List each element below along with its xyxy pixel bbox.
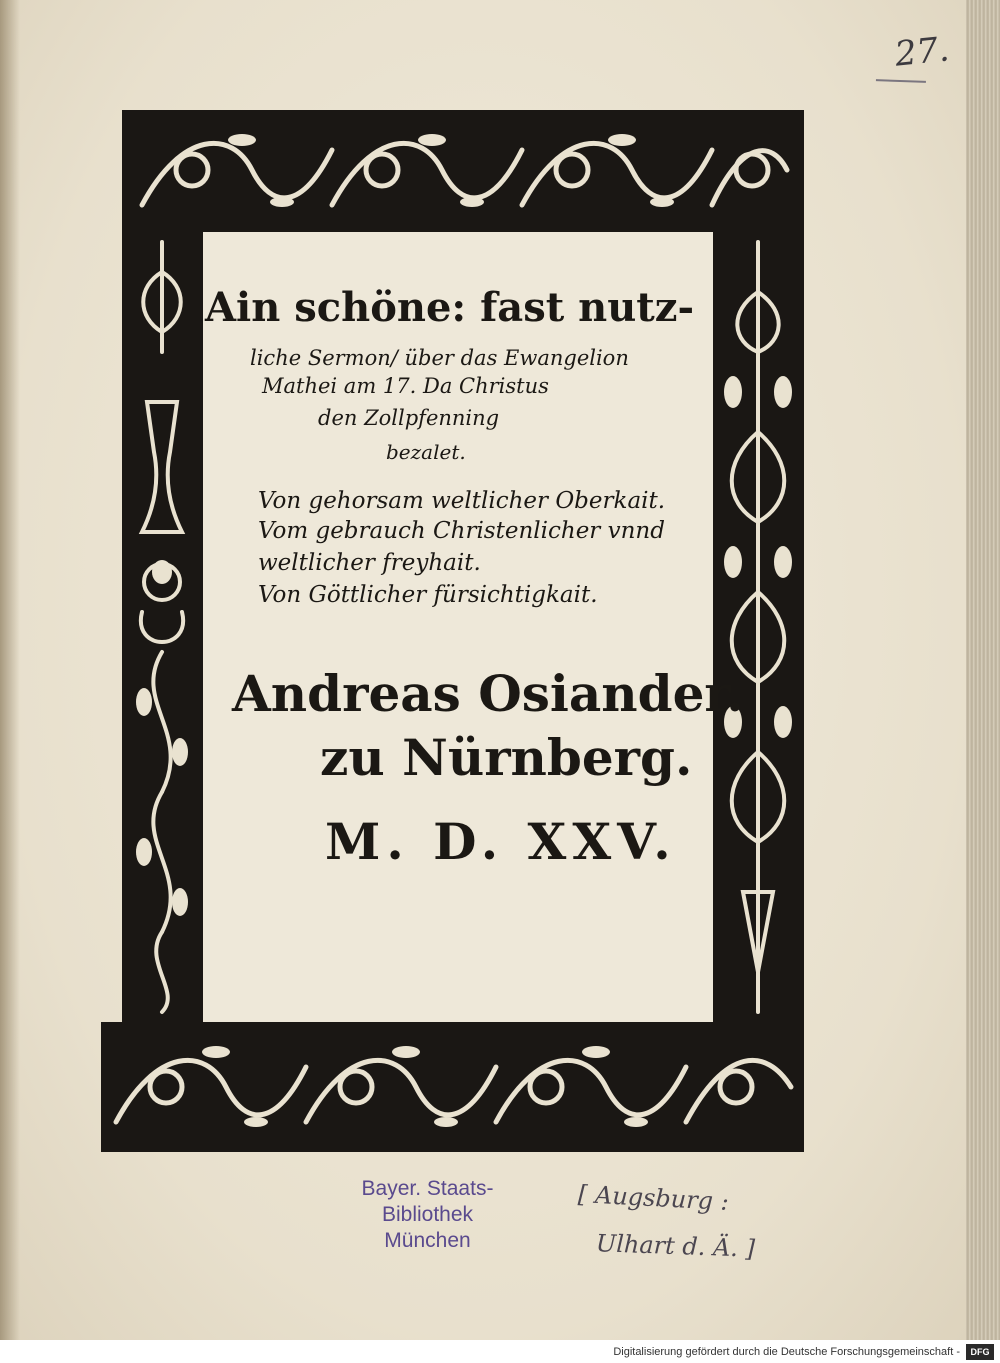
- footer-bar: [0, 1340, 1000, 1363]
- title-line-5: bezalet.: [386, 440, 466, 464]
- title-line-4: den Zollpfenning: [318, 406, 500, 430]
- shelfmark-note-line-1: [ Augsburg :: [577, 1180, 730, 1216]
- woodcut-border-bottom: [101, 1022, 804, 1152]
- stamp-line-2: Bibliothek: [381, 1203, 474, 1226]
- title-line-1: Ain schöne: fast nutz-: [205, 284, 695, 331]
- footer-credit: Digitalisierung gefördert durch die Deutsche Forschungsgemeinschaft -: [613, 1345, 960, 1358]
- folio-number: 27.: [893, 29, 952, 75]
- bottom-ornament: [101, 1022, 804, 1152]
- subject-line-1: Von gehorsam weltlicher Oberkait.: [258, 488, 666, 514]
- publication-date: M. D. XXV.: [325, 812, 677, 871]
- stamp-line-3: München: [384, 1229, 471, 1252]
- subject-line-3: weltlicher freyhait.: [258, 550, 481, 576]
- author-name: Andreas Osiander.: [232, 664, 744, 723]
- title-line-3: Mathei am 17. Da Christus: [262, 374, 549, 398]
- shelfmark-note-line-2: Ulhart d. Ä. ]: [595, 1229, 756, 1263]
- page-edges: [966, 0, 1000, 1340]
- top-ornament: [122, 110, 804, 232]
- woodcut-border-right: [713, 232, 804, 1022]
- title-line-2: liche Sermon/ über das Ewangelion: [250, 346, 629, 370]
- left-ornament: [122, 232, 203, 1022]
- woodcut-border-left: [122, 232, 203, 1022]
- subject-line-4: Von Göttlicher fürsichtigkait.: [258, 582, 598, 608]
- page-gutter: [0, 0, 20, 1340]
- dfg-logo: DFG: [966, 1344, 994, 1360]
- stamp-line-1: Bayer. Staats-: [361, 1177, 494, 1200]
- subject-line-2: Vom gebrauch Christenlicher vnnd: [258, 518, 665, 544]
- right-ornament: [713, 232, 804, 1022]
- library-stamp: [345, 1176, 510, 1254]
- author-place: zu Nürnberg.: [320, 728, 693, 787]
- woodcut-border-top: [122, 110, 804, 232]
